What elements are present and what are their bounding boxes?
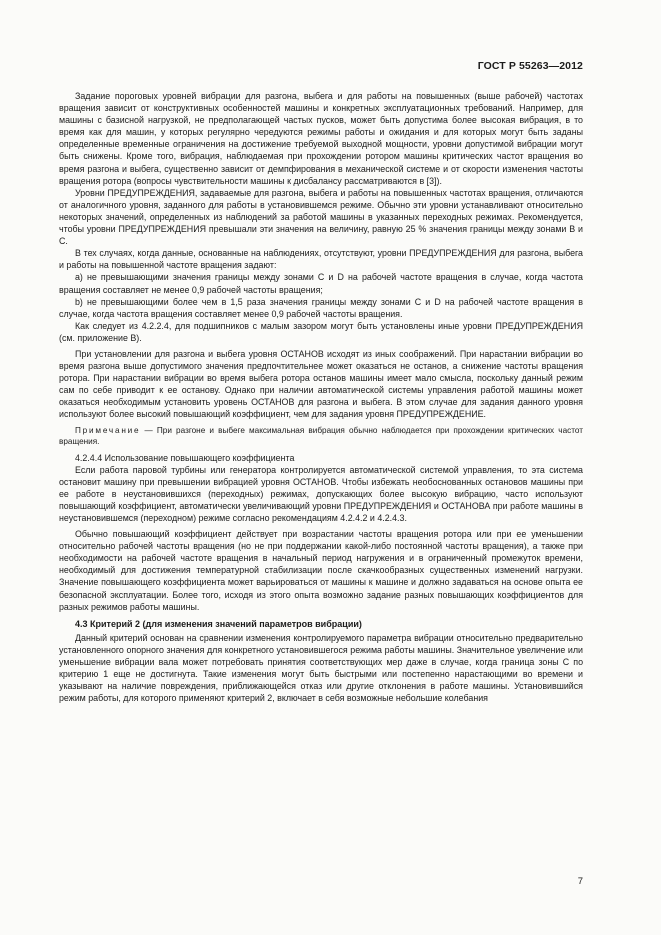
page-number: 7: [577, 876, 583, 887]
note: [59, 425, 583, 447]
paragraph-multiplier-usage: Обычно повышающий коэффициент действует при возрастании частоты вращения ротора или при ее уменьшении относительно рабочей частоты вращения (но не при поддержании какой-либо постоянной частоты вращения), а также при необходимости на рабочей частоте вращения в начальный период нагружения и в ограниченный промежуток времени, необходимый для достижения температурной стабилизации после скачкообразных существенных изменений нагрузки. Значение повышающего коэффициента может варьироваться от машины к машине и должно задаваться на основе опыта ее безопасной эксплуатации. Более того, исходя из этого опыта возможно задание разных повышающих коэффициентов для разных режимов работы машины.: [59, 529, 583, 612]
list-item-b: b) не превышающими более чем в 1,5 раза значения границы между зонами С и D на рабочей частоте вращения в случае, когда частота вращения составляет менее 0,9 рабочей частоты вращения.: [59, 296, 583, 319]
body-text: [59, 90, 583, 704]
paragraph-automatic-control: Если работа паровой турбины или генератора контролируется автоматической системой управления, то эта система остановит машину при превышении вибрацией уровня ОСТАНОВ. Чтобы избежать необоснованных остановов машины при ее работе в неустановившихся (переходных) режимах, допускающих более высокую вибрацию, часто используют повышающий коэффициент, автоматически увеличивающий уровни ПРЕДУПРЕЖДЕНИЯ и ОСТАНОВА при работе машины в неустановившемся (переходном) режиме согласно рекомендациям 4.2.4.2 и 4.2.4.3.: [59, 464, 583, 523]
paragraph-threshold-levels: Задание пороговых уровней вибрации для разгона, выбега и для работы на повышенных (выше рабочей) частотах вращения зависит от конструктивных особенностей машины и конкретных эксплуатационных требований. Например, для машины с базисной нагрузкой, не предполагающей частых пусков, может быть допустима более высокая вибрация, в то время как для машин, у которых регулярно чередуются режимы работы и ожидания и для которых могут быть заданы определенные временные ограничения на достижение требуемой выходной мощности, уровни допустимой вибрации могут быть снижены. Кроме того, вибрация, наблюдаемая при прохождении ротором машины критических частот вращения во время разгона и выбега, существенно зависит от демпфирования в механической системе и от скорости изменения частоты вращения ротора (вопросы чувствительности машины к дисбалансу рассматриваются в [3]).: [59, 91, 583, 186]
note-text: При разгоне и выбеге максимальная вибрация обычно наблюдается при прохождении критических частот вращения.: [59, 425, 583, 446]
note-dash: —: [144, 425, 153, 435]
note-label: Примечание: [75, 425, 141, 435]
paragraph-small-clearance: Как следует из 4.2.2.4, для подшипников с малым зазором могут быть установлены иные уровни ПРЕДУПРЕЖДЕНИЯ (см. приложение В).: [59, 320, 583, 343]
clause-heading-4244: 4.2.4.4 Использование повышающего коэффициента: [75, 452, 295, 463]
list-item-a: а) не превышающими значения границы между зонами С и D на рабочей частоте вращения в случае, когда частота вращения составляет не менее 0,9 рабочей частоты вращения;: [59, 272, 583, 295]
paragraph-criterion-2: Данный критерий основан на сравнении изменения контролируемого параметра вибрации относительно предварительно установленного опорного значения для конкретного установившегося режима работы машины. Значительное увеличение или уменьшение вибрации вала может потребовать принятия соответствующих мер даже в случае, когда граница зоны С по критерию 1 еще не достигнута. Такие изменения могут быть быстрыми или постепенно нарастающими во времени и указывают на наличие повреждения, приближающейся отказ или другие отклонения в работе машины. Установившийся режим работы, для которого применяют критерий 2, включает в себя возможные небольшие колебания: [59, 632, 583, 704]
standard-header: ГОСТ Р 55263—2012: [477, 60, 583, 72]
paragraph-warning-levels: Уровни ПРЕДУПРЕЖДЕНИЯ, задаваемые для разгона, выбега и работы на повышенных частотах вращения, отличаются от аналогичного уровня, заданного для работы в установившемся режиме. Обычно эти уровни устанавливают относительно некоторых значений, определенных из наблюдений за работой машины в указанных переходных режимах. Рекомендуется, чтобы уровни ПРЕДУПРЕЖДЕНИЯ превышали эти значения на величину, равную 25 % значения границы между зонами В и С.: [59, 187, 583, 247]
paragraph-no-observations: В тех случаях, когда данные, основанные на наблюдениях, отсутствуют, уровни ПРЕДУПРЕЖДЕНИЯ для разгона, выбега и работы на повышенной частоте вращения задают:: [59, 248, 583, 271]
paragraph-trip-level: При установлении для разгона и выбега уровня ОСТАНОВ исходят из иных соображений. При нарастании вибрации во время разгона выше допустимого значения предпочтительнее может оказаться не останов, а снижение частоты вращения ротора. При нарастании вибрации во время выбега ротора останов машины имеет мало смысла, поскольку данный режим сам по себе приводит к ее останову. Однако при наличии автоматической системы управления работой машины может оказаться необходимым установить уровень ОСТАНОВ для разгона и выбега. В этом случае для задания данного уровня используют более высокий повышающий коэффициент, чем для задания уровня ПРЕДУПРЕЖДЕНИЕ.: [59, 348, 583, 420]
section-heading-43: 4.3 Критерий 2 (для изменения значений параметров вибрации): [75, 618, 362, 629]
